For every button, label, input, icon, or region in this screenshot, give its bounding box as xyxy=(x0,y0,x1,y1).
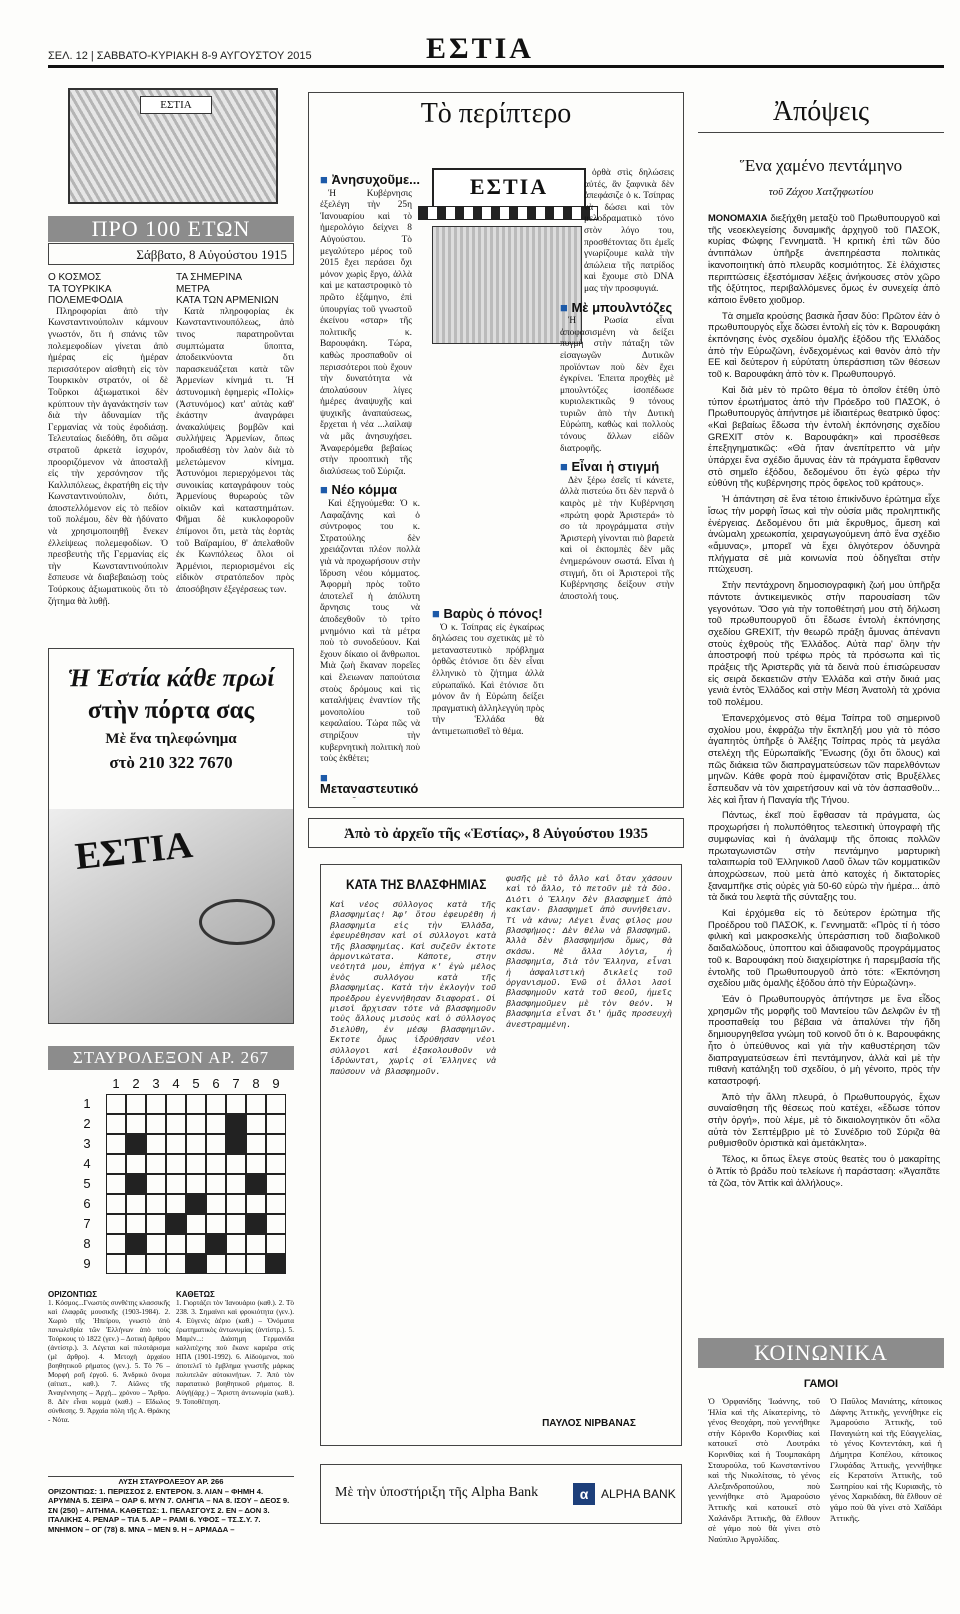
crossword-down xyxy=(176,1290,294,1472)
periptero-s6-head: ■ Μὲ μπουλντόζες xyxy=(560,302,674,314)
archive-banner: Ἀπὸ τὸ ἀρχεῖο τῆς «Ἑστίας», 8 Αὐγούστου 1935 xyxy=(308,818,684,848)
delivery-ad-line3: Μὲ ἕνα τηλεφώνημα xyxy=(105,731,237,747)
periptero-col1 xyxy=(320,168,420,798)
crossword-cell[interactable] xyxy=(206,1114,226,1134)
newspaper-photo-masthead: ΕΣΤΙΑ xyxy=(73,823,195,879)
crossword-cell[interactable] xyxy=(226,1174,246,1194)
crossword-across xyxy=(48,1290,170,1472)
crossword-cell[interactable] xyxy=(146,1254,166,1274)
periptero-col2 xyxy=(432,398,544,798)
pro100-left-article xyxy=(48,272,168,618)
header-rule xyxy=(48,65,944,68)
crossword-across-head: ΟΡΙΖΟΝΤΙΩΣ xyxy=(48,1290,97,1299)
crossword-black-cell xyxy=(126,1134,146,1154)
pro100-right-title2: ΚΑΤΑ ΤΩΝ ΑΡΜΕΝΙΩΝ xyxy=(176,295,279,307)
periptero-s3-head: ■ Μεταναστευτικό xyxy=(320,772,420,795)
crossword-black-cell xyxy=(246,1214,266,1234)
crossword-black-cell xyxy=(186,1194,206,1214)
periptero-title: Τὸ περίπτερο xyxy=(420,98,572,129)
crossword-col-label: 8 xyxy=(252,1076,260,1091)
crossword-row-label: 2 xyxy=(83,1116,91,1131)
crossword-cell[interactable] xyxy=(166,1154,186,1174)
koinonika-col1: Ὁ Ὀρφανίδης Ἰωάννης, τοῦ Ἠλία καὶ τῆς Αἰκατερίνης, τὸ γένος Θεοχάρη, ποὺ γεννήθηκε στὴν Κόρινθο Κορινθίας καὶ κατοικεῖ στὸ Λουτράκι Κορινθίας καὶ ἡ Τουμπακάρη Σταυρούλα, τοῦ Κωνσταντίνου καὶ τῆς Νικολίτσας, τὸ γένος Αλεξανδροπούλου, ποὺ γεννήθηκε στὸ Ἀμαρούσιο Ἀττικῆς καὶ κατοικεῖ στὸ Χαλάνδρι Ἀττικῆς, θὰ ἔλθουν σὲ γάμο ποὺ θὰ γίνει στὸ Ναύπλιο Ἀργολίδας. xyxy=(708,1396,820,1544)
crossword-cell[interactable] xyxy=(126,1114,146,1134)
crossword-cell[interactable] xyxy=(226,1234,246,1254)
crossword-cell[interactable] xyxy=(206,1134,226,1154)
sponsor-logo-text: ALPHA BANK xyxy=(601,1487,676,1501)
crossword-cell[interactable] xyxy=(266,1094,286,1114)
crossword-cell[interactable] xyxy=(146,1134,166,1154)
apopseis-p6: Ἐπανερχόμενος στὸ θέμα Τσίπρα τοῦ σημερινοῦ σχολίου μου, ἐκφράζω τὴν ἔκπληξή μου γιὰ τὸ πόσο ἀγαπητὸς ὑπῆρξε ὁ Ἀλέξης Τσίπρας πρὸς τὰ μεγάλα στελέχη τῆς Εὐρωπαϊκῆς Ἕνωσης (ὄχι ὅτι ὅλους) καὶ πῶς διάκεια τῶν διαπραγματεύσεων τῶν παρελθόντων μηνῶν. Κάθε φορὰ ποὺ ἐμφανιζόταν στὶς Βρυξέλλες ἔσπευδαν νὰ τὸν χαιρετήσουν καὶ νὰ τὸν ἀσπασθοῦν... λὲς καὶ ἦταν ἡ Παναγία τῆς Τήνου. xyxy=(708,711,940,805)
crossword-row-labels xyxy=(80,1096,94,1276)
pro100-banner: ΠΡΟ 100 ΕΤΩΝ xyxy=(48,216,294,242)
delivery-ad xyxy=(48,648,294,1024)
periptero-s1-head: ■ Ἀνησυχοῦμε... xyxy=(320,174,420,186)
pro100-right-text: Κατὰ πληροφορίας ἐκ Κωνσταντινουπόλεως, ἀπὸ τινος παρατηροῦνται συμπτώματα ὕποπτα, ἀποδεικνύοντα ὅτι παρασκευάζεται κατὰ τῶν Ἀρμενίων κίνημά τι. Ἡ ἀστυνομικὴ ἐφημερὶς «Πολίς» (Ἀστυνόμος) κατ' αὐτὰς καθ' ἑκάστην ἀναγράφει ἀνακαλύψεις βομβῶν καὶ συλλήψεις Ἀρμενίων, ὅπως προδιαθέσῃ τὸν λαὸν διὰ τὸ μελετώμενον κίνημα. Ἀστυνόμοι περιερχόμενοι τὰς συνοικίας καταγράφουν τοὺς Ἀρμενίους θυρωροὺς τῶν οἰκιῶν καὶ καταστημάτων. Φῆμαι δὲ κυκλοφοροῦν ἐπίμονοι ὅτι, μετὰ τὰς ἑορτὰς τοῦ Βαϊραμίου, θ' ἀπελαθοῦν ἐκ Κωνπόλεως ὅλοι οἱ Ἀρμένιοι, περιορισμένοι εἰς εἰδικὸν στρατόπεδον πρὸς ἀποσόβησιν ἐξεγέρσεως των. xyxy=(176,306,294,596)
crossword-row-label: 9 xyxy=(83,1256,91,1271)
crossword-cell[interactable] xyxy=(206,1214,226,1234)
apopseis-p3: Καὶ διὰ μὲν τὸ πρῶτο θέμα τὸ ὁποῖον ἐτέθη ὑπὸ τύπον ἐρωτήματος ἀπὸ τὴν Πρόεδρο τοῦ ΠΑΣΟΚ, ὁ Πρωθυπουργὸς ἀπήντησε μὲ ἰδιαιτέρως θεατρικὸ ὕφος: «Καὶ βεβαίως ἔδωσα τὴν ἐντολὴ ἐκπόνησης σχεδίου GREXIT στὸν κ. Βαρουφάκη» καὶ προσέθεσε ἐπεξηγηματικῶς: «Θὰ ἤταν ἀνεπίτρεπτο νὰ μὴν ὑπάρχει ἕνα σχέδιο ἄμυνας ἐὰν τὰ πράγματα ἔφθαναν στὸ σημεῖο ἐξόδου, δεδομένου ὅτι ἐγὼ φέρω τὴν εὐθύνη τῆς κυβέρνησης πρὸς ὅφελος τοῦ κράτους». xyxy=(708,383,940,489)
crossword-down-head: ΚΑΘΕΤΩΣ xyxy=(176,1290,215,1299)
crossword-cell[interactable] xyxy=(266,1194,286,1214)
crossword-black-cell xyxy=(266,1254,286,1274)
periptero-s2-head: ■ Νέο κόμμα xyxy=(320,484,420,496)
pro100-right-article xyxy=(176,272,294,618)
crossword-cell[interactable] xyxy=(126,1254,146,1274)
periptero-s7-text: Δὲν ξέρω ἐσεῖς τί κάνετε, ἀλλὰ πιστεύω ὅτι δὲν περνᾶ ὁ καιρὸς μὲ τὴν Κυβέρνηση «πρώτη φορὰ Ἀριστερά» τὸ σο τὰ προγράμματα στὴν Ἀριστερὴ γίνονται πιὸ βαρετὰ καὶ οἱ ἐκπομπὲς δὲν μᾶς ἐνημερώνουν σωστά. Εἶναι ἡ στιγμή, ὅτι οἱ Ἀριστεροὶ τῆς Κυβέρνησης δείξουν στὴν ἀποστολή τους. xyxy=(560,475,674,602)
pro100-left-head: Ο ΚΟΣΜΟΣ xyxy=(48,272,102,283)
sponsor-box xyxy=(320,1464,682,1524)
crossword-cell[interactable] xyxy=(246,1114,266,1134)
crossword-solution xyxy=(48,1476,294,1557)
crossword-cell[interactable] xyxy=(266,1154,286,1174)
crossword-cells[interactable] xyxy=(106,1094,290,1278)
crossword-col-label: 9 xyxy=(272,1076,280,1091)
crossword-cell[interactable] xyxy=(246,1254,266,1274)
koinonika-col2: Ὁ Παῦλος Μανιάτης, κάτοικος Δάφνης Ἀττικῆς, γεννήθηκε εἰς Ἀμαρούσιο Ἀττικῆς, τοῦ Παναγιώτη καὶ τῆς Εὐαγγελίας, τὸ γένος Κοντεντάκη, καὶ ἡ Δήμητρα Κοπέλου, κάτοικος Γλυφάδας Ἀττικῆς, γεννήθηκε εἰς Κερατσίνι Ἀττικῆς, τοῦ Σωτηρίου καὶ τῆς Κυριακῆς, τὸ γένος Χαρκιδάκη, θὰ ἔλθουν σὲ γάμο ποὺ θὰ γίνει στὸ Χαϊδάρι Ἀττικῆς. xyxy=(830,1396,942,1523)
archive-heading: ΚΑΤΑ ΤΗΣ ΒΛΑΣΦΗΜΙΑΣ xyxy=(346,876,487,892)
crossword-col-label: 1 xyxy=(112,1076,120,1091)
crossword-cell[interactable] xyxy=(166,1134,186,1154)
newspaper-photo xyxy=(49,809,293,1023)
crossword-cell[interactable] xyxy=(146,1194,166,1214)
crossword-row-label: 1 xyxy=(83,1096,91,1111)
crossword-cell[interactable] xyxy=(106,1214,126,1234)
apopseis-p2: Τὰ σημεῖα κρούσης βασικὰ ἦσαν δύο: Πρῶτον ἐὰν ὁ πρωθυπουργὸς εἶχε δώσει ἐντολὴ εἰς τὸν κ. Βαρουφάκη ἐκπόνησης ἑνὸς σχεδίου ὁμαλῆς ἐξόδου τῆς Ἑλλάδος ἀπὸ τὴν Εὐρωζώνη, ἐνδεχομένως καὶ θανὸν ἀπὸ τὴν ΕΕ καὶ δεύτερον ἡ εὐρύτατη ὑπεράσπιση τῶν θέσεων τοῦ κ. Βαρουφάκη ἀπὸ τὸν κ. Πρωθυπουργό. xyxy=(708,309,940,380)
crossword-col-label: 7 xyxy=(232,1076,240,1091)
crossword-cell[interactable] xyxy=(126,1214,146,1234)
eyeglasses-icon xyxy=(199,899,275,945)
apopseis-body xyxy=(708,212,940,1332)
periptero-s7-head: ■ Εἶναι ἡ στιγμή xyxy=(560,461,674,473)
periptero-col3 xyxy=(560,168,674,798)
archive-col2: φυσῆς μὲ τὸ ἄλλο καὶ ὅταν χάσουν καὶ τὸ ἄλλο, τὸ πετοῦν μὲ τὰ δύο. Διότι ὁ Ἕλλην δὲν βλασφημεῖ ἀπὸ κακίαν· βλασφημεῖ ἀπὸ συνήθειαν. Τί νὰ κάνω; Λέγει ἕνας φίλος μου βλασφήμος: Δὲν θέλω νὰ βλασφημῶ. Ἀλλὰ δὲν βλασφημήσω ὅμως, θὰ σκάσω. Μὲ ἄλλα λόγια, ἡ βλασφημία, διὰ τὸν Ἕλληνα, εἶναι ἡ ἀσφαλιστικὴ δικλεὶς τοῦ ὀργανισμοῦ. Ἐνῶ οἱ ἄλλοι λαοὶ βλασφημοῦν κατὰ τοῦ Θεοῦ, ἡμεῖς βλασφημοῦμεν μὲ τὸν Θεόν. Ἡ βλασφημία εἶναι δι' ἡμᾶς προσευχὴ ἀνεστραμμένη. xyxy=(506,874,672,1030)
apopseis-p9: Ἐάν ὁ Πρωθυπουργὸς ἀπήντησε με ἕνα εἶδος χρησμῶν τῆς μορφῆς τοῦ Μαντείου τῶν Δελφῶν ἐν τῇ προσπαθείᾳ του βέβαια νὰ ἀπαλύνει τὴν ἤδη δημιουργηθεῖσα γνώμη τοῦ κοινοῦ ὅτι ὁ κ. Βαρουφάκης ἦτο ὁ ὑπεύθυνος καὶ γιὰ τὴν καθυστέρηση τῶν διαπραγματεύσεων ἐπὶ πεντάμηνον, ἀλλὰ καὶ μὲ τὴν πιθανὴ κατάληξη τοῦ σχεδίου, ὁ μὴ γένοιτο, πρὸς τὴν καταστροφή. xyxy=(708,993,940,1086)
page-header-info: ΣΕΛ. 12 | ΣΑΒΒΑΤΟ-ΚΥΡΙΑΚΗ 8-9 ΑΥΓΟΥΣΤΟΥ 2015 xyxy=(48,50,312,62)
crossword-col-label: 3 xyxy=(152,1076,160,1091)
archive-signature: ΠΑΥΛΟΣ ΝΙΡΒΑΝΑΣ xyxy=(542,1418,636,1429)
kiosk-sign: ΕΣΤΙΑ xyxy=(432,168,586,208)
crossword-cell[interactable] xyxy=(246,1194,266,1214)
crossword-black-cell xyxy=(186,1254,206,1274)
apopseis-title: Ἕνα χαμένο πεντάμηνο xyxy=(739,156,903,175)
crossword-row-label: 4 xyxy=(83,1156,91,1171)
crossword-banner: ΣΤΑΥΡΟΛΕΞΟΝ ΑΡ. 267 xyxy=(48,1046,294,1070)
crossword-cell[interactable] xyxy=(226,1214,246,1234)
crossword-cell[interactable] xyxy=(246,1154,266,1174)
crossword-grid[interactable] xyxy=(80,1076,280,1282)
crossword-cell[interactable] xyxy=(226,1194,246,1214)
crossword-cell[interactable] xyxy=(266,1174,286,1194)
crossword-cell[interactable] xyxy=(166,1254,186,1274)
crossword-cell[interactable] xyxy=(146,1214,166,1234)
crossword-cell[interactable] xyxy=(186,1214,206,1234)
pro100-right-title1: ΜΕΤΡΑ xyxy=(176,283,210,295)
sponsor-text: Μὲ τὴν ὑποστήριξη τῆς Alpha Bank xyxy=(335,1485,539,1500)
crossword-solution-head: ΛΥΣΗ ΣΤΑΥΡΟΛΕΞΟΥ ΑΡ. 266 xyxy=(118,1477,224,1486)
apopseis-p8: Καὶ ἐρχόμεθα εἰς τὸ δεύτερον ἐρώτημα τῆς Προέδρου τοῦ ΠΑΣΟΚ, κ. Γεννηματᾶ: «Πρὸς τί ἡ τόσο φιλικὴ καὶ μακροσκελὴς ὑπεράσπιση τοῦ διαβολικοῦ δαιδαλώδους, ὑποπτου καὶ ἀδιαφανοῦς προγράμματος τοῦ κ. Βαρουφάκη ποὺ διαχειρίστηκε ἡ παρεμβασία τῆς ἐντολῆς τοῦ Πρωθυπουργοῦ ἀπὸ τότε: «Ἐκπόνηση σχεδίου μιᾶς ὁμαλῆς ἐξόδου ἀπὸ τὴν Εὐρωζώνη». xyxy=(708,907,940,989)
crossword-cell[interactable] xyxy=(106,1094,126,1114)
pro100-illustration xyxy=(68,88,278,204)
crossword-cell[interactable] xyxy=(266,1134,286,1154)
crossword-cell[interactable] xyxy=(266,1214,286,1234)
crossword-col-label: 4 xyxy=(172,1076,180,1091)
crossword-cell[interactable] xyxy=(146,1094,166,1114)
crossword-cell[interactable] xyxy=(206,1174,226,1194)
crossword-down-clues: 1. Γιορτάζει τὸν Ἰανουάριο (καθ.). 2. Τὸ 238. 3. Σημαίνει καὶ φροκιότητα (γεν.). 4. Εὐγενὲς ἀέριο (καθ.) – Ὀνόματα ἐρωτηματικὸς ἀντωνυμίας (ἀντίστρ.). 5. Μαμέν...: Διάσημη Γερμανίδα καλλιτέχνης ποὺ ἔκανε καριέρα στὶς ΗΠΑ (1901-1992). 6. Αἰδούμενοι, ποὺ ἀποτελεῖ τὸ ἔμβλημα γνωστῆς μάρκας πολυτελῶν αὐτοκινήτων. 7. Ἀπὸ τὸν παρατατικὸ βοηθητικοῦ ρήματος. 8. Αὐγή(ἀρχ.) – Ἄριστη ἀντωνυμία (καθ.). 9. Τοποθέτηση. xyxy=(176,1299,294,1406)
pro100-left-title2: ΠΟΛΕΜΕΦΟΔΙΑ xyxy=(48,295,123,307)
apopseis-lead: ΜΟΝΟΜΑΧΙΑ xyxy=(708,212,768,223)
alpha-bank-logo-icon: α xyxy=(573,1483,595,1505)
crossword-col-label: 5 xyxy=(192,1076,200,1091)
apopseis-p4: Ἡ ἀπάντηση σὲ ἕνα τέτοιο ἐπικίνδυνο ἐρώτημα εἶχε ἴσως τὴν μορφὴ ἴσως καὶ τὴν οὐσία μιᾶς προληπτικῆς ἐνέργειας. Δεδομένου ὅτι μιὰ ἔκρυθμος, ἄμεση καὶ ἀνώμαλη χρεωκοπία, χειραγωγούμενη ἀπὸ ἕνα σχέδιο «ἄμυνας», μπορεῖ νὰ ἔχει ὀλιγότερον ὀδυνηρὰ πλήγματα σὲ μιὰ κοινωνία ποὺ ὁδηγεῖται στὴν πτώχευση. xyxy=(708,493,940,575)
crossword-cell[interactable] xyxy=(166,1114,186,1134)
crossword-cell[interactable] xyxy=(106,1134,126,1154)
crossword-cell[interactable] xyxy=(226,1154,246,1174)
crossword-row-label: 5 xyxy=(83,1176,91,1191)
crossword-cell[interactable] xyxy=(226,1094,246,1114)
crossword-cell[interactable] xyxy=(166,1234,186,1254)
koinonika-banner: ΚΟΙΝΩΝΙΚΑ xyxy=(698,1338,944,1368)
crossword-cell[interactable] xyxy=(206,1254,226,1274)
crossword-cell[interactable] xyxy=(106,1174,126,1194)
crossword-cell[interactable] xyxy=(206,1154,226,1174)
crossword-black-cell xyxy=(126,1234,146,1254)
crossword-col-label: 2 xyxy=(132,1076,140,1091)
apopseis-p1: διεξήχθη μεταξὺ τοῦ Πρωθυπουργοῦ καὶ τῆς νεοεκλεγείσης δυναμικῆς ἀρχηγοῦ τοῦ ΠΑΣΟΚ, κυρίας Φώφης Γεννηματᾶ. Ἡ κριτικὴ ἐπὶ τῶν δύο ἀντιπάλων ὑπῆρξε ἀνεπηρέαστα πολιτικὰς ἱκανοποιητικὴ ἀπὸ πλευρᾶς κοσμιότητος. Σὲ ἐλάχιστες περιπτώσεις ἐξεστόμισαν λέξεις ἀνήκουσες στὸν χῶρο τῆς ὀξύτητος, περιβαλλόμενες ὅμως ἐν συνεχείᾳ ἀπὸ κάποιο ἔνθετο χιοῦμορ. xyxy=(708,212,940,305)
periptero-s4-text: Ὁ κ. Τσίπρας εἰς ἐγκαίρως δηλώσεις του σχετικὰς μὲ τὸ μεταναστευτικὸ πρόβλημα ὀρθῶς ἐτόνισε ὅτι δὲν εἶναι ἑλληνικὸ τὸ ζήτημα ἀλλὰ εὐρωπαϊκό. Καὶ ἐτόνισε ὅτι μόνον ἂν ἡ Εὐρώπη δείξει πραγματικὴ ἀλληλεγγύη πρὸς τὴν Ἑλλάδα θὰ ἀντιμετωπισθεῖ τὸ θέμα. xyxy=(432,622,544,737)
periptero-s4-head: ■ Βαρὺς ὁ πόνος! xyxy=(432,608,544,620)
crossword-cell[interactable] xyxy=(246,1134,266,1154)
crossword-row-label: 8 xyxy=(83,1236,91,1251)
crossword-cell[interactable] xyxy=(186,1094,206,1114)
crossword-column-labels xyxy=(110,1076,290,1092)
crossword-cell[interactable] xyxy=(226,1254,246,1274)
pro100-left-text: Πληροφορίαι ἀπὸ τὴν Κωνσταντινούπολιν κάμνουν γνωστόν, ὅτι ἡ σπάνις τῶν πολεμεφοδίων γίνεται ἀπὸ ἡμέρας εἰς ἡμέραν περισσότερον αἰσθητὴ εἰς τὸν Τουρκικὸν στρατόν, οἱ δὲ Τοῦρκοι ἀξιωματικοὶ δὲν κρύπτουν τὴν ἀγανάκτησίν των διὰ τὴν ἀδυναμίαν τῆς Γερμανίας νὰ τοὺς ἐφοδιάσῃ. Τελευταίως διεδόθη, ὅτι σῶμα στρατοῦ ἀρκετὰ ἰσχυρόν, προοριζόμενον νὰ ἀποσταλῇ εἰς τὴν χερσόνησον τῆς Καλλιπόλεως, ἐκρατήθη εἰς τὴν Κωνσταντινούπολιν, διότι, ἀποστελλόμενον εἰς τὸ πεδίον τοῦ πολέμου, δὲν θὰ ἠδύνατο νὰ χρησιμοποιηθῇ ἕνεκεν ἐλλείψεως πολεμεφοδίων. Ὁ πρεσβευτὴς τῆς Γερμανίας εἰς τὴν Κωνσταντινούπολιν ἔσπευσε νὰ διαβεβαιώσῃ τοὺς Τούρκους ἀξιωματικοὺς ὅτι τὸ ζήτημα θὰ λυθῇ. xyxy=(48,306,168,607)
apopseis-p10: Ἀπὸ τὴν ἄλλη πλευρά, ὁ Πρωθυπουργός, ἔχων συναίσθηση τῆς θέσεως ποὺ κατέχει, «ἔδωσε τόπον στὴν ὀργή», ποὺ λέμε, μὲ τὸ δικαιολογητικὸν ὅτι «ὅλα αὐτὰ τὸν Σεπτέμβριο μὲ τὸ Συνέδριο τοῦ Σύριζα θὰ ρυθμισθοῦν ὁριστικὰ καὶ ἀμετάκλητα». xyxy=(708,1090,940,1149)
crossword-solution-text: ΟΡΙΖΟΝΤΙΩΣ: 1. ΠΕΡΙΣΣΟΣ 2. ΕΝΤΕΡΟΝ. 3. ΛΙΑΝ – ΦΗΜΗ 4. ΑΡΥΜΝΑ 5. ΣΕΙΡΑ – ΟΑΡ 6. ΜΥΝ 7. ΟΛΗΓΙΑ – ΝΑ 8. ΙΣΟΥ – ΔΕΟΣ 9. ΣΝ (250) – ΑΙΤΗΜΑ. ΚΑΘΕΤΩΣ: 1. ΠΕΛΑΣΓΟΥΣ 2. ΕΝ – ΔΟΝ 3. ΙΤΑΛΙΚΗΣ 4. ΡΕΝΑΡ – ΤΙΑ 5. ΑΡ – ΡΑΜΙ 6. ΥΦΟΣ – ΤΣ.Σ.Υ. 7. ΜΝΗΜΟΝ – ΟΓ (78) 8. ΜΝΑ – ΜΕΝ 9. Η – ΑΡΜΑΔΑ – xyxy=(48,1486,290,1534)
crossword-cell[interactable] xyxy=(166,1194,186,1214)
apopseis-p7: Πάντως, ἐκεῖ ποὺ ἔφθασαν τὰ πράγματα, ὡς προχωρήσει ἡ πολυπόθητος τελεσιτικὴ ὑπογραφὴ τῆς συμφωνίας καὶ ἡ ἀνάλαμψ τῆς ὅποιας πολλῶν πρωταγωνιστῶν στὴν πεντάμηνο μαρτυρικὴ ταλαιπωρία τοῦ Ἑλληνικοῦ Λαοῦ ὅλων τῶν κομματικῶν ἀποχρώσεων, ποὺ μετὰ ἀπὸ κατοχὲς ἡ δικτατορίες ξαναμπῆκε στὶς οὐρὲς γιὰ 50-60 εὐρὼ τὴν ἡμέρα... ἀπὸ τὰ δικά του λεφτὰ τῆς σύνταξης του. xyxy=(708,809,940,903)
crossword-cell[interactable] xyxy=(246,1094,266,1114)
crossword-cell[interactable] xyxy=(126,1194,146,1214)
periptero-s5-text: ὀρθὰ στὶς δηλώσεις αὐτές, ἂν ξαφνικὰ δὲν ἀπεφάσιζε ὁ κ. Τσίπρας νὰ δώσει καὶ τὸν μελοδραματικὸ τόνο στὸν λόγο του, προσθέτοντας ὅτι ἐμεῖς γνωρίζουμε καλὰ τὴν ἀπώλεια τῆς πατρίδος καὶ ἔχουμε στὸ DNA μας τὴν προσφυγιά. xyxy=(584,168,674,294)
crossword-cell[interactable] xyxy=(186,1234,206,1254)
crossword-cell[interactable] xyxy=(266,1114,286,1134)
crossword-col-label: 6 xyxy=(212,1076,220,1091)
apopseis-author: τοῦ Ζάχου Χατζηφωτίου xyxy=(768,186,874,198)
crossword-cell[interactable] xyxy=(106,1154,126,1174)
crossword-cell[interactable] xyxy=(266,1234,286,1254)
crossword-cell[interactable] xyxy=(106,1254,126,1274)
archive-col1: Καὶ νέος σύλλογος κατὰ τῆς βλασφημίας! Ἀφ' ὅτου ἐφευρέθη ἡ βλασφημία εἰς τὴν Ἑλλάδα, ἐφευρέθησαν καὶ οἱ σύλλογοι κατὰ τῆς βλασφημίας. Καὶ συζεῦν ἐκτοτε ἀρμονικώτατα. Κάποτε, στην νεότητά μου, ἐπήγα κ' ἐγὼ μέλος ἑνὸς συλλόγου κατὰ τῆς βλασφημίας. Κατὰ τὴν ἐκλογὴν τοῦ προέδρου ἐγεννήθησαν διαφοραί. Οἱ μισοὶ ἄρχισαν τότε νὰ βλασφημοῦν τοὺς ἄλλους μισοὺς καὶ ὁ σύλλογος διελύθη, ἐν μέσῳ βλασφημιῶν. Ἔκτοτε ὅμως ἱδρύθησαν νέοι σύλλογοι καὶ ἐξακολουθοῦν νὰ ἱδρύωνται, χωρὶς οἱ Ἕλληνες νὰ παύσουν νὰ βλασφημοῦν. xyxy=(330,900,496,1077)
crossword-cell[interactable] xyxy=(246,1234,266,1254)
crossword-row-label: 6 xyxy=(83,1196,91,1211)
pro100-date: Σάββατο, 8 Αὐγούστου 1915 xyxy=(48,243,294,265)
crossword-cell[interactable] xyxy=(106,1114,126,1134)
apopseis-p5: Στὴν πεντάχρονη δημοσιογραφικὴ ζωή μου ὑπῆρξα πάντοτε ἀντικειμενικὸς στὴν παρουσίαση τῶν γεγονότων. Ὅσο γιὰ τὴν τοποθέτησή μου στὴ δήλωση τοῦ πρωθυπουργοῦ ὅτι ἔδωσε ἐντολὴ ἐκπόνησης σχεδίου GREXIT, τὴν θεωρῶ πράξη ἄμυνας ἀπέναντι στοὺς ἐχθροὺς τῆς Ἑλλάδος. Αὐτὰ παρ' ὅλην τὴν ἀποστροφή ποὺ τρέφω πρὸς τὰ πρόσωπα καὶ τὶς πράξεις τῆς Ἀριστερᾶς γιὰ τὰ δεινὰ ποὺ ἐπισώρευσαν εἰς σειρὰ δεκαετιῶν στὴν Ἑλλάδα καὶ στὴν δικιά μας γενιὰ ἐντὸς Ἑλλάδος καὶ στὴν Μέση Ἀνατολὴ τὰ χρόνια τοῦ πολέμου. xyxy=(708,579,940,708)
crossword-cell[interactable] xyxy=(126,1094,146,1114)
pro100-illustration-sign: ΕΣΤΙΑ xyxy=(140,96,212,114)
crossword-cell[interactable] xyxy=(126,1154,146,1174)
crossword-black-cell xyxy=(226,1134,246,1154)
crossword-black-cell xyxy=(126,1174,146,1194)
crossword-cell[interactable] xyxy=(146,1114,166,1134)
crossword-cell[interactable] xyxy=(186,1174,206,1194)
apopseis-banner: Ἀπόψεις xyxy=(698,96,944,133)
crossword-row-label: 7 xyxy=(83,1216,91,1231)
crossword-black-cell xyxy=(226,1114,246,1134)
koinonika-heading: ΓΑΜΟΙ xyxy=(803,1378,839,1390)
crossword-cell[interactable] xyxy=(186,1134,206,1154)
crossword-row-label: 3 xyxy=(83,1136,91,1151)
pro100-right-head: ΤΑ ΣΗΜΕΡΙΝΑ xyxy=(176,272,243,283)
periptero-s6-text: Ἡ Ρωσία εἶναι ἀποφασισμένη νὰ δείξει πυγμὴ στὴν πάταξη τῶν εἰσαγωγῶν Δυτικῶν προϊόντων ποὺ δὲν ἔχει ἐγκρίνει. Ἐπειτα προχθὲς μὲ μπουλντόζες ἰσοπέδωσε κυριολεκτικῶς 9 τόνους τυριῶν ἀπὸ τὴν Δυτικὴ Εὐρώπη, καθὼς καὶ πολλοὺς τόνους ἄλλων εἰδῶν διατροφῆς. xyxy=(560,316,674,454)
apopseis-p11: Τέλος, κι ὅπως ἔλεγε στοὺς θεατὲς του ὁ μακαρίτης ὁ Ἀττίκ τὸ βράδυ ποὺ τελείωνε ἡ παράσταση: «Ἀγαπᾶτε τὰ ζῶα, τὸν Ἀττὶκ καὶ ἀλλήλους». xyxy=(708,1153,940,1188)
crossword-cell[interactable] xyxy=(146,1174,166,1194)
crossword-cell[interactable] xyxy=(206,1094,226,1114)
crossword-black-cell xyxy=(206,1234,226,1254)
crossword-cell[interactable] xyxy=(106,1194,126,1214)
crossword-cell[interactable] xyxy=(146,1234,166,1254)
pro100-left-title1: ΤΑ ΤΟΥΡΚΙΚΑ xyxy=(48,283,112,295)
crossword-cell[interactable] xyxy=(166,1094,186,1114)
crossword-cell[interactable] xyxy=(106,1234,126,1254)
crossword-cell[interactable] xyxy=(186,1154,206,1174)
crossword-cell[interactable] xyxy=(146,1154,166,1174)
crossword-black-cell xyxy=(246,1174,266,1194)
crossword-across-clues: 1. Κόσμος...Γνωστὸς συνθέτης κλασσικῆς καὶ ἐλαφρᾶς μουσικῆς (1903-1984). 2. Χωριὸ τῆς Ἠπείρου, γνωστὸ ἀπὸ πανωλεθρία τῶν Ἑλλήνων ἀπὸ τοὺς Τούρκους τὸ 1822 (γεν.) – Δοτικὴ ἄρθρου (ἀντίστρ.). 3. Λέγεται καὶ πιλοτάρισμα (μὲ ἄρθρο). 4. Μετοχὴ ἀρχαίου βοηθητικοῦ ρήματος (γεν.). 5. Τὸ 76 – Μορφὴ ροῆ ἐργοῦ. 6. Ἀνδρικὸ ὄνομα (αἰτιατ., καθ.). 7. Αἰῶνες τῆς Ἀναγέννησης – Ἀρχὴ... χρόνου – Ἄρθρο. 8. Δὲν εἶναι κομμὰ (καθ.) – Εἴδωλος σύνθεσης. 9. Ἀρχαία πόλη τῆς Α. Θράκης - Νότα. xyxy=(48,1299,170,1424)
delivery-ad-line2: στὴν πόρτα σας xyxy=(87,697,255,724)
periptero-s2-text: Καὶ ἐξηγούμεθα: Ὁ κ. Λαφαζάνης καὶ ὁ σύντροφος του κ. Στρατούλης δὲν χρειάζονται πλέον πολλὰ γιὰ νὰ προχωρήσουν στὴν ἵδρυση νέου κόμματος. Ἀφορμὴ πρὸς τοῦτο ἀποτελεῖ ἡ ἀπόλυτη ἄρνησις τους νὰ ἀποδεχθοῦν τὸ τρίτο μνημόνιο καὶ τὰ μέτρα ποὺ τὸ συνοδεύουν. Καὶ ἔχουν δίκαιο οἱ ἄνθρωποι. Μιὰ ζωὴ ἔκαναν πορεῖες καὶ ἔλειωναν παπούτσια στοὺς δρόμους καὶ τὶς καταλήψεις ἐναντίον τῆς μονοπολίου τοῦ κεφαλαίου. Τώρα πῶς νὰ στηρίξουν τὴν κυβερνητικὴ πολιτικὴ ποὺ τοὺς ἐκθέτει; xyxy=(320,499,420,765)
crossword-black-cell xyxy=(166,1214,186,1234)
delivery-ad-phone: στὸ 210 322 7670 xyxy=(109,753,233,772)
crossword-cell[interactable] xyxy=(186,1114,206,1134)
crossword-cell[interactable] xyxy=(206,1194,226,1214)
crossword-cell[interactable] xyxy=(166,1174,186,1194)
delivery-ad-line1: Ἡ Ἑστία κάθε πρωί xyxy=(67,665,275,692)
masthead: ΕΣΤΙΑ xyxy=(426,32,534,65)
periptero-s1-text: Ἡ Κυβέρνησις ἐξελέγη τὴν 25η Ἰανουαρίου καὶ τὸ ἡμερολόγιο δείχνει 8 Αὐγούστου. Τὸ μεγαλύτερο μέρος τοῦ 2015 ἔχει περάσει ὄχι μόνον χωρὶς ἔργο, ἀλλὰ καὶ με καταστροφικὸ τὸ πρῶτο ἑξάμηνο, ἐπὶ ὑπουργίας τοῦ γνωστοῦ ἐκείνου «σταρ» τῆς πολιτικῆς κ. Βαρουφάκη. Τώρα, καθὼς προσπαθοῦν οἱ περισσότεροι ποὺ ἔχουν τὴν δυνατότητα νὰ ἀπολαύσουν λίγες ἡμέρες ἀναψυχῆς καὶ ψυχικῆς ἀναπαύσεως, ἔρχεται ἡ νέα ...λαίλαψ νὰ μᾶς ἀνησυχήσει. Ἀναφερόμεθα βεβαίως στὴν προοπτικὴ τῆς διαλύσεως τοῦ Σύριζα. xyxy=(320,188,412,477)
